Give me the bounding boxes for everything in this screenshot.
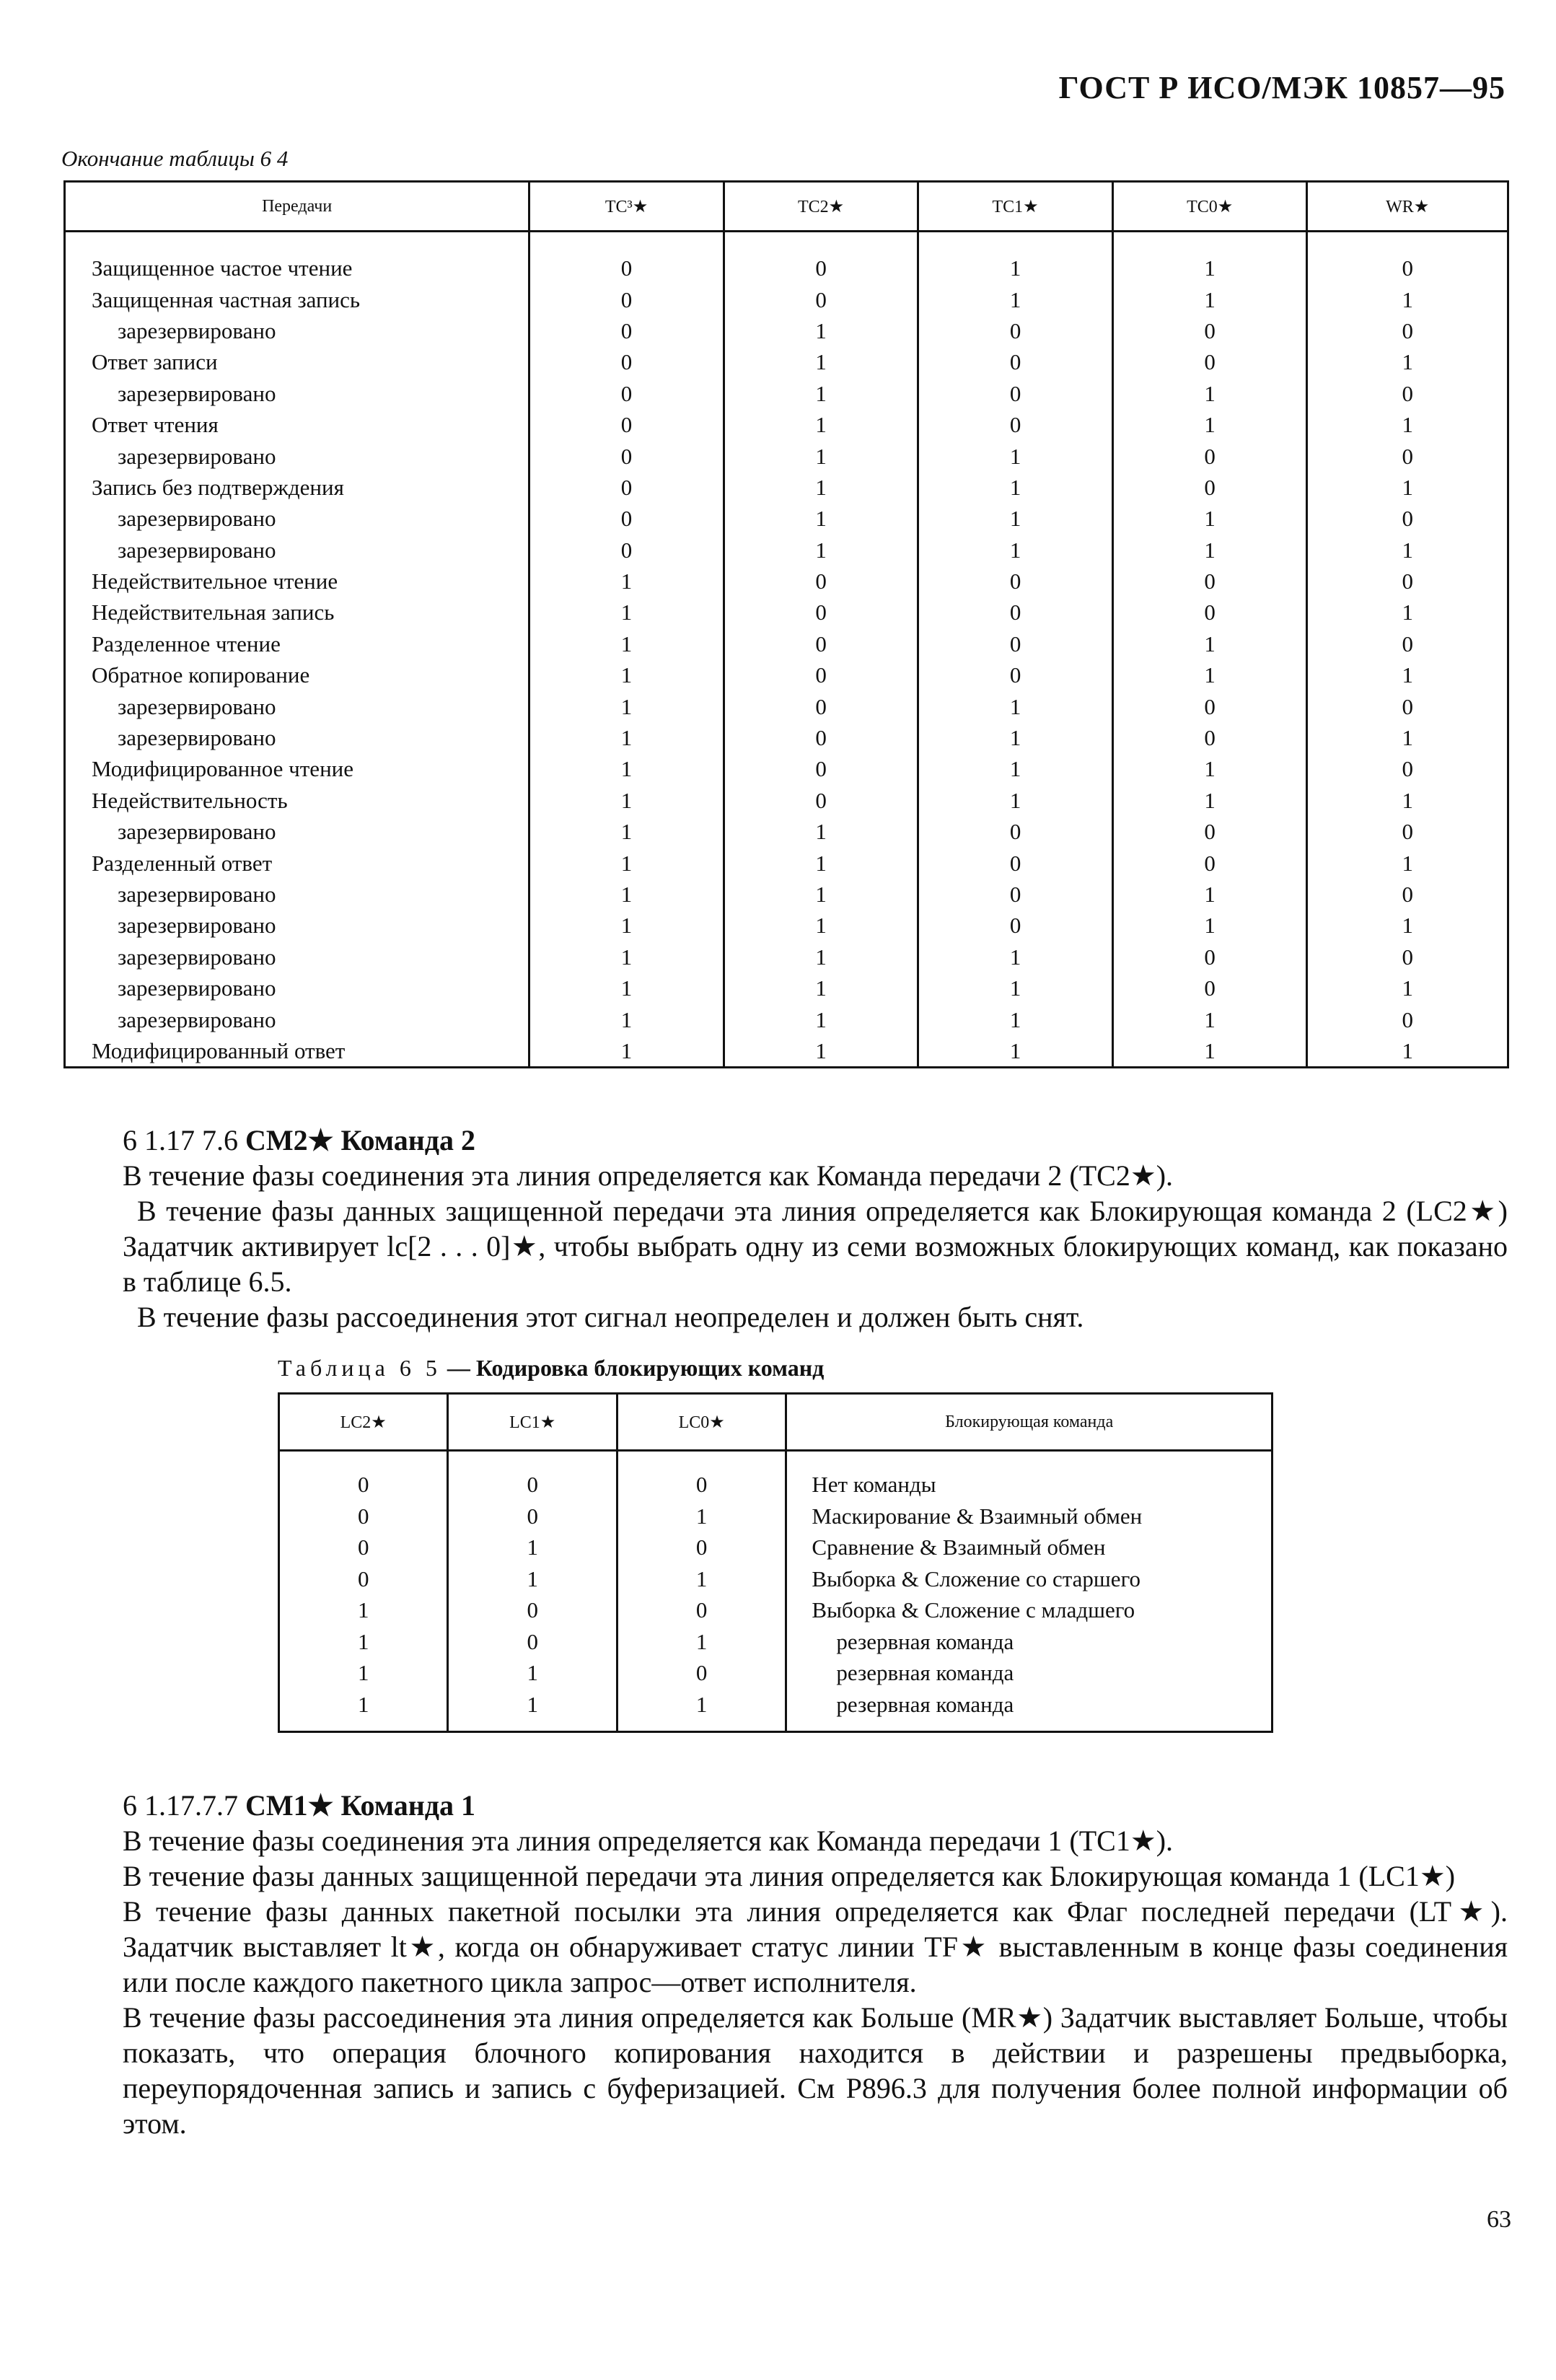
bit-value-cell: 0 — [918, 628, 1113, 659]
bit-value-cell: 1 — [918, 722, 1113, 753]
bit-value-cell: 1 — [918, 972, 1113, 1004]
bit-value-cell: 0 — [918, 315, 1113, 346]
bit-value-cell: 1 — [529, 785, 724, 816]
column-header-transfers: Передачи — [65, 182, 529, 232]
section-title: CM2★ Команда 2 — [245, 1124, 476, 1156]
bit-value-cell: 1 — [918, 785, 1113, 816]
table-row — [65, 1035, 1508, 1068]
bit-value-cell: 0 — [617, 1532, 786, 1563]
bit-value-cell: 0 — [918, 847, 1113, 878]
table-row — [65, 628, 1508, 659]
column-header-wr: WR★ — [1307, 182, 1508, 232]
section-number: 6 1.17.7.7 — [123, 1789, 238, 1822]
table-caption-label: Таблица 6 5 — [278, 1355, 441, 1381]
bit-value-cell: 1 — [724, 378, 918, 409]
bit-value-cell: 1 — [529, 566, 724, 597]
table-row — [65, 346, 1508, 377]
bit-value-cell: 1 — [724, 847, 918, 878]
bit-value-cell: 1 — [617, 1689, 786, 1732]
bit-value-cell: 1 — [448, 1689, 617, 1732]
bit-value-cell: 1 — [617, 1501, 786, 1532]
transfer-name-cell: зарезервировано — [65, 315, 529, 346]
bit-value-cell: 1 — [529, 690, 724, 721]
bit-value-cell: 1 — [529, 597, 724, 628]
bit-value-cell: 1 — [1307, 346, 1508, 377]
table-row — [279, 1563, 1273, 1595]
table-row — [65, 284, 1508, 315]
bit-value-cell: 1 — [279, 1594, 448, 1626]
bit-value-cell: 1 — [918, 440, 1113, 471]
bit-value-cell: 1 — [529, 847, 724, 878]
bit-value-cell: 0 — [1112, 847, 1307, 878]
table-row — [65, 566, 1508, 597]
bit-value-cell: 1 — [529, 910, 724, 941]
table-spacer-row — [279, 1451, 1273, 1470]
bit-value-cell: 0 — [448, 1626, 617, 1658]
bit-value-cell: 0 — [617, 1657, 786, 1689]
bit-value-cell: 0 — [1307, 690, 1508, 721]
bit-value-cell: 0 — [1112, 972, 1307, 1004]
bit-value-cell: 0 — [918, 659, 1113, 690]
bit-value-cell: 0 — [1112, 597, 1307, 628]
transfer-name-cell: Разделенный ответ — [65, 847, 529, 878]
bit-value-cell: 1 — [724, 535, 918, 566]
locking-command-cell: Сравнение & Взаимный обмен — [786, 1532, 1273, 1563]
bit-value-cell: 1 — [724, 972, 918, 1004]
bit-value-cell: 1 — [529, 1004, 724, 1035]
bit-value-cell: 0 — [724, 597, 918, 628]
bit-value-cell: 0 — [724, 690, 918, 721]
table-row — [65, 503, 1508, 534]
section-title: CM1★ Команда 1 — [245, 1789, 476, 1822]
section-number: 6 1.17 7.6 — [123, 1124, 238, 1156]
bit-value-cell: 0 — [724, 785, 918, 816]
bit-value-cell: 1 — [724, 440, 918, 471]
transfer-name-cell: Недействительная запись — [65, 597, 529, 628]
bit-value-cell: 0 — [918, 378, 1113, 409]
paragraph: В течение фазы данных защищенной передачи эта линия определяется как Блокирующая команда 1 (LC1★) — [123, 1860, 1456, 1892]
bit-value-cell: 0 — [529, 535, 724, 566]
locking-command-cell: резервная команда — [786, 1626, 1273, 1658]
transfer-name-cell: зарезервировано — [65, 378, 529, 409]
bit-value-cell: 0 — [1307, 566, 1508, 597]
transfer-name-cell: зарезервировано — [65, 1004, 529, 1035]
table-6-5-body — [279, 1451, 1273, 1732]
bit-value-cell: 1 — [1112, 1004, 1307, 1035]
bit-value-cell: 1 — [448, 1563, 617, 1595]
bit-value-cell: 0 — [529, 253, 724, 284]
column-header-lc0: LC0★ — [617, 1394, 786, 1451]
column-header-tc1: TC1★ — [918, 182, 1113, 232]
bit-value-cell: 1 — [918, 1004, 1113, 1035]
transfer-name-cell: зарезервировано — [65, 910, 529, 941]
table-spacer-row — [65, 232, 1508, 253]
bit-value-cell: 1 — [1307, 785, 1508, 816]
bit-value-cell: 0 — [279, 1563, 448, 1595]
paragraph: В течение фазы соединения эта линия определяется как Команда передачи 2 (TC2★). — [123, 1159, 1174, 1192]
bit-value-cell: 1 — [617, 1563, 786, 1595]
bit-value-cell: 0 — [724, 659, 918, 690]
bit-value-cell: 1 — [918, 941, 1113, 972]
bit-value-cell: 1 — [529, 753, 724, 784]
bit-value-cell: 0 — [1307, 753, 1508, 784]
bit-value-cell: 0 — [1307, 816, 1508, 847]
bit-value-cell: 1 — [918, 472, 1113, 503]
transfer-name-cell: Недействительное чтение — [65, 566, 529, 597]
bit-value-cell: 1 — [724, 941, 918, 972]
section-heading — [123, 1123, 1508, 1158]
bit-value-cell: 1 — [529, 816, 724, 847]
bit-value-cell: 0 — [1112, 440, 1307, 471]
bit-value-cell: 1 — [279, 1626, 448, 1658]
bit-value-cell: 0 — [724, 753, 918, 784]
bit-value-cell: 1 — [1307, 722, 1508, 753]
bit-value-cell: 0 — [529, 409, 724, 440]
locking-command-cell: резервная команда — [786, 1689, 1273, 1732]
bit-value-cell: 0 — [1112, 472, 1307, 503]
section-6-1-17-7-7 — [123, 1788, 1508, 2141]
bit-value-cell: 1 — [1112, 659, 1307, 690]
table-row — [65, 440, 1508, 471]
table-row — [65, 722, 1508, 753]
bit-value-cell: 1 — [529, 1035, 724, 1068]
transfer-name-cell: зарезервировано — [65, 972, 529, 1004]
column-header-locking-command: Блокирующая команда — [786, 1394, 1273, 1451]
table-row — [65, 1004, 1508, 1035]
table-header-row — [279, 1394, 1273, 1451]
table-row — [65, 472, 1508, 503]
table-row — [279, 1532, 1273, 1563]
bit-value-cell: 1 — [1112, 503, 1307, 534]
bit-value-cell: 1 — [1112, 378, 1307, 409]
bit-value-cell: 1 — [1112, 1035, 1307, 1068]
bit-value-cell: 1 — [724, 879, 918, 910]
bit-value-cell: 1 — [617, 1626, 786, 1658]
bit-value-cell: 1 — [1112, 409, 1307, 440]
section-6-1-17-7-6 — [123, 1123, 1508, 1335]
column-header-lc1: LC1★ — [448, 1394, 617, 1451]
bit-value-cell: 0 — [1307, 628, 1508, 659]
bit-value-cell: 1 — [1112, 785, 1307, 816]
bit-value-cell: 0 — [724, 253, 918, 284]
bit-value-cell: 1 — [1307, 472, 1508, 503]
bit-value-cell: 1 — [724, 816, 918, 847]
bit-value-cell: 1 — [1112, 628, 1307, 659]
table-row — [65, 879, 1508, 910]
bit-value-cell: 1 — [529, 659, 724, 690]
bit-value-cell: 1 — [1307, 847, 1508, 878]
paragraph: В течение фазы данных пакетной посылки эта линия определяется как Флаг последней передачи (LT★). Задатчик выставляет lt★, когда он обнаруживает статус линии TF★ выставленным в конце фазы соединения или после каждого пакетного цикла запрос—ответ исполнителя. — [123, 1895, 1508, 1998]
bit-value-cell: 0 — [1112, 690, 1307, 721]
paragraph: В течение фазы рассоединения эта линия определяется как Больше (MR★) Задатчик выставляет Больше, чтобы показать, что операция блочного копирования находится в действии и разрешены предвыборка, переупорядоченная запись и запись с буферизацией. См P896.3 для получения более полной информации об этом. — [123, 2001, 1508, 2140]
bit-value-cell: 1 — [279, 1689, 448, 1732]
bit-value-cell: 0 — [1307, 253, 1508, 284]
table-6-4-continuation-caption: Окончание таблицы 6 4 — [61, 146, 289, 171]
bit-value-cell: 1 — [918, 253, 1113, 284]
bit-value-cell: 0 — [1112, 941, 1307, 972]
bit-value-cell: 1 — [918, 1035, 1113, 1068]
locking-command-cell: Выборка & Сложение с младшего — [786, 1594, 1273, 1626]
table-row — [65, 816, 1508, 847]
bit-value-cell: 0 — [529, 440, 724, 471]
bit-value-cell: 1 — [1112, 910, 1307, 941]
transfer-name-cell: Разделенное чтение — [65, 628, 529, 659]
bit-value-cell: 0 — [918, 566, 1113, 597]
bit-value-cell: 0 — [617, 1594, 786, 1626]
transfer-name-cell: зарезервировано — [65, 816, 529, 847]
table-row — [65, 753, 1508, 784]
bit-value-cell: 0 — [724, 566, 918, 597]
table-row — [279, 1594, 1273, 1626]
locking-command-cell: Нет команды — [786, 1469, 1273, 1501]
column-header-tc0: TC0★ — [1112, 182, 1307, 232]
bit-value-cell: 1 — [918, 503, 1113, 534]
bit-value-cell: 0 — [1307, 941, 1508, 972]
bit-value-cell: 0 — [724, 284, 918, 315]
transfer-name-cell: зарезервировано — [65, 722, 529, 753]
bit-value-cell: 1 — [1112, 284, 1307, 315]
table-row — [65, 690, 1508, 721]
bit-value-cell: 0 — [529, 346, 724, 377]
bit-value-cell: 1 — [724, 346, 918, 377]
bit-value-cell: 1 — [1307, 910, 1508, 941]
bit-value-cell: 0 — [1307, 440, 1508, 471]
bit-value-cell: 0 — [1112, 315, 1307, 346]
bit-value-cell: 0 — [1112, 722, 1307, 753]
bit-value-cell: 1 — [918, 284, 1113, 315]
bit-value-cell: 0 — [279, 1532, 448, 1563]
bit-value-cell: 0 — [1307, 1004, 1508, 1035]
transfer-name-cell: Модифицированное чтение — [65, 753, 529, 784]
bit-value-cell: 0 — [918, 346, 1113, 377]
document-header: ГОСТ Р ИСО/МЭК 10857—95 — [1058, 70, 1506, 105]
column-header-tc2: TC2★ — [724, 182, 918, 232]
bit-value-cell: 1 — [1307, 659, 1508, 690]
bit-value-cell: 0 — [279, 1501, 448, 1532]
section-heading — [123, 1788, 1508, 1823]
table-row — [279, 1657, 1273, 1689]
table-row — [65, 785, 1508, 816]
bit-value-cell: 0 — [1112, 816, 1307, 847]
transfer-name-cell: зарезервировано — [65, 440, 529, 471]
transfer-name-cell: зарезервировано — [65, 879, 529, 910]
bit-value-cell: 0 — [529, 284, 724, 315]
table-row — [65, 409, 1508, 440]
table-row — [65, 941, 1508, 972]
table-row — [279, 1469, 1273, 1501]
table-header-row — [65, 182, 1508, 232]
bit-value-cell: 1 — [918, 535, 1113, 566]
table-row — [65, 315, 1508, 346]
table-row — [65, 972, 1508, 1004]
locking-command-cell: резервная команда — [786, 1657, 1273, 1689]
table-row — [65, 253, 1508, 284]
table-row — [65, 378, 1508, 409]
bit-value-cell: 1 — [724, 1004, 918, 1035]
bit-value-cell: 1 — [529, 879, 724, 910]
bit-value-cell: 1 — [918, 753, 1113, 784]
bit-value-cell: 0 — [529, 378, 724, 409]
transfer-name-cell: Недействительность — [65, 785, 529, 816]
table-row — [65, 910, 1508, 941]
bit-value-cell: 0 — [448, 1501, 617, 1532]
bit-value-cell: 0 — [529, 472, 724, 503]
transfer-name-cell: зарезервировано — [65, 941, 529, 972]
bit-value-cell: 1 — [529, 972, 724, 1004]
bit-value-cell: 1 — [1307, 409, 1508, 440]
bit-value-cell: 0 — [529, 503, 724, 534]
paragraph: В течение фазы соединения эта линия определяется как Команда передачи 1 (TC1★). — [123, 1824, 1174, 1857]
table-row — [65, 659, 1508, 690]
bit-value-cell: 1 — [724, 472, 918, 503]
bit-value-cell: 0 — [724, 722, 918, 753]
bit-value-cell: 1 — [1307, 535, 1508, 566]
bit-value-cell: 1 — [529, 722, 724, 753]
table-6-5 — [278, 1392, 1273, 1733]
bit-value-cell: 1 — [1307, 972, 1508, 1004]
bit-value-cell: 0 — [448, 1469, 617, 1501]
bit-value-cell: 1 — [448, 1532, 617, 1563]
bit-value-cell: 0 — [918, 816, 1113, 847]
page-number: 63 — [1487, 2206, 1511, 2233]
bit-value-cell: 1 — [724, 315, 918, 346]
bit-value-cell: 1 — [724, 1035, 918, 1068]
bit-value-cell: 0 — [617, 1469, 786, 1501]
bit-value-cell: 1 — [724, 409, 918, 440]
bit-value-cell: 0 — [1307, 879, 1508, 910]
table-row — [279, 1501, 1273, 1532]
bit-value-cell: 1 — [279, 1657, 448, 1689]
bit-value-cell: 0 — [918, 879, 1113, 910]
bit-value-cell: 1 — [529, 628, 724, 659]
transfer-name-cell: Защищенная частная запись — [65, 284, 529, 315]
bit-value-cell: 1 — [1307, 597, 1508, 628]
bit-value-cell: 0 — [918, 910, 1113, 941]
transfer-name-cell: Ответ записи — [65, 346, 529, 377]
locking-command-cell: Маскирование & Взаимный обмен — [786, 1501, 1273, 1532]
transfer-name-cell: зарезервировано — [65, 503, 529, 534]
bit-value-cell: 0 — [918, 409, 1113, 440]
transfer-name-cell: зарезервировано — [65, 690, 529, 721]
bit-value-cell: 0 — [1112, 346, 1307, 377]
bit-value-cell: 0 — [1307, 315, 1508, 346]
bit-value-cell: 1 — [1112, 253, 1307, 284]
bit-value-cell: 0 — [1112, 566, 1307, 597]
paragraph: В течение фазы данных защищенной передачи эта линия определяется как Блокирующая команда 2 (LC2★) Задатчик активирует lc[2 . . . 0]★, чтобы выбрать одну из семи возможных блокирующих команд, как показано в таблице 6.5. — [123, 1195, 1508, 1298]
bit-value-cell: 1 — [1307, 284, 1508, 315]
bit-value-cell: 1 — [724, 503, 918, 534]
bit-value-cell: 1 — [448, 1657, 617, 1689]
transfer-name-cell: Защищенное частое чтение — [65, 253, 529, 284]
table-row — [65, 597, 1508, 628]
bit-value-cell: 0 — [448, 1594, 617, 1626]
bit-value-cell: 1 — [1112, 753, 1307, 784]
bit-value-cell: 1 — [918, 690, 1113, 721]
bit-value-cell: 1 — [1112, 535, 1307, 566]
bit-value-cell: 0 — [918, 597, 1113, 628]
table-6-5-caption — [278, 1355, 824, 1382]
table-row — [65, 847, 1508, 878]
column-header-tc3: TC³★ — [529, 182, 724, 232]
locking-command-cell: Выборка & Сложение со старшего — [786, 1563, 1273, 1595]
bit-value-cell: 1 — [529, 941, 724, 972]
bit-value-cell: 0 — [279, 1469, 448, 1501]
table-6-4 — [63, 180, 1509, 1068]
bit-value-cell: 1 — [1112, 879, 1307, 910]
bit-value-cell: 1 — [724, 910, 918, 941]
bit-value-cell: 1 — [1307, 1035, 1508, 1068]
bit-value-cell: 0 — [1307, 503, 1508, 534]
paragraph: В течение фазы рассоединения этот сигнал неопределен и должен быть снят. — [137, 1301, 1084, 1333]
table-row — [279, 1626, 1273, 1658]
transfer-name-cell: зарезервировано — [65, 535, 529, 566]
transfer-name-cell: Запись без подтверждения — [65, 472, 529, 503]
bit-value-cell: 0 — [1307, 378, 1508, 409]
table-caption-title: — Кодировка блокирующих команд — [447, 1355, 825, 1381]
transfer-name-cell: Ответ чтения — [65, 409, 529, 440]
column-header-lc2: LC2★ — [279, 1394, 448, 1451]
table-6-4-body — [65, 232, 1508, 1068]
bit-value-cell: 0 — [724, 628, 918, 659]
table-row — [65, 535, 1508, 566]
table-row — [279, 1689, 1273, 1732]
transfer-name-cell: Обратное копирование — [65, 659, 529, 690]
bit-value-cell: 0 — [529, 315, 724, 346]
transfer-name-cell: Модифицированный ответ — [65, 1035, 529, 1068]
